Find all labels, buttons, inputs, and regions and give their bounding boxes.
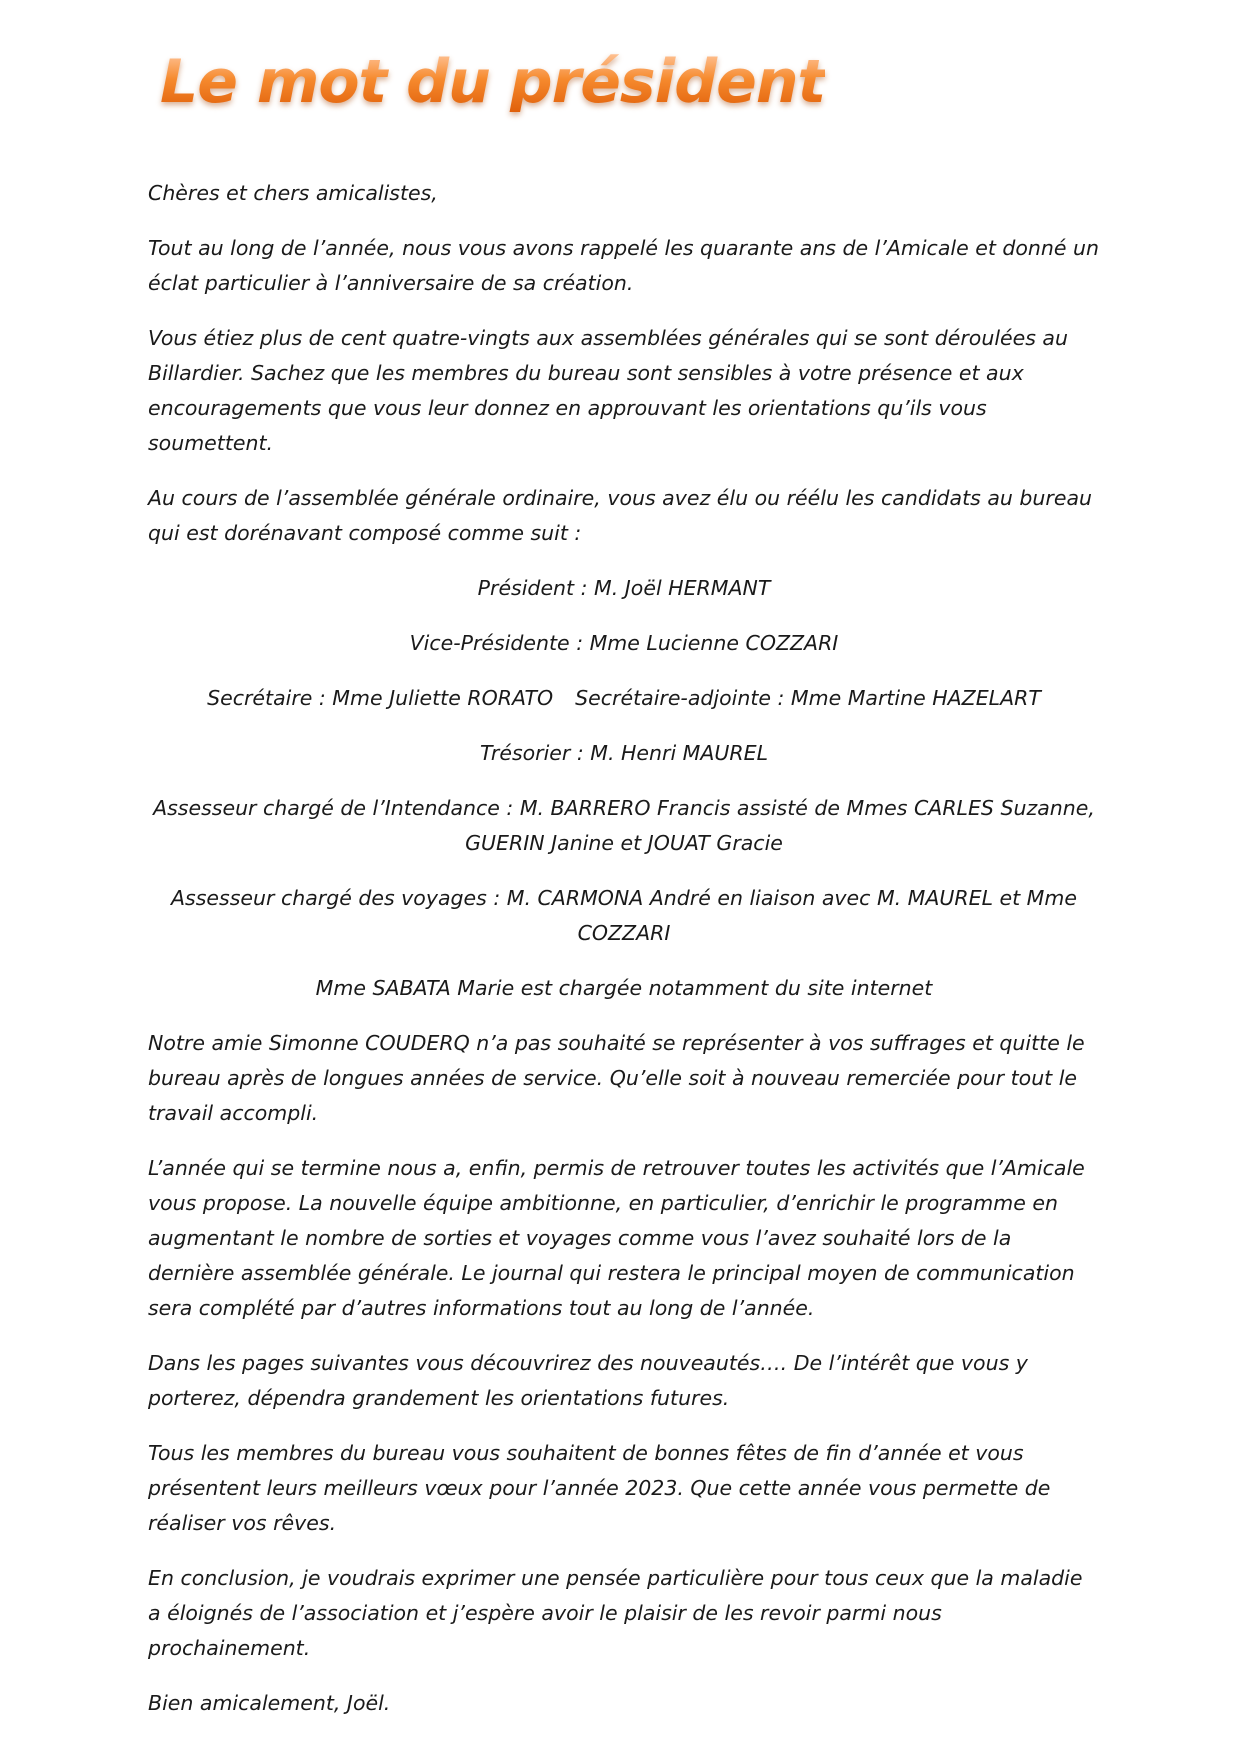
paragraph-anniversary: Tout au long de l’année, nous vous avons rappelé les quarante ans de l’Amicale et donné un éclat particulier à l’anniversaire de sa création. [148, 236, 1100, 295]
bureau-president: Président : M. Joël HERMANT [477, 576, 771, 600]
paragraph-election: Au cours de l’assemblée générale ordinaire, vous avez élu ou réélu les candidats au bureau qui est dorénavant composé comme suit : [148, 486, 1093, 545]
paragraph-farewell: Notre amie Simonne COUDERQ n’a pas souhaité se représenter à vos suffrages et quitte le bureau après de longues années de service. Qu’elle soit à nouveau remerciée pour tout le travail accompli. [148, 1031, 1085, 1125]
paragraph-novelties: Dans les pages suivantes vous découvrirez des nouveautés…. De l’intérêt que vous y porterez, dépendra grandement les orientations futures. [148, 1351, 1028, 1410]
bureau-assessor-supplies: Assesseur chargé de l’Intendance : M. BARRERO Francis assisté de Mmes CARLES Suzanne, GUERIN Janine et JOUAT Gracie [153, 796, 1095, 855]
letter-body [148, 176, 1100, 1741]
paragraph-wishes: Tous les membres du bureau vous souhaitent de bonnes fêtes de fin d’année et vous présentent leurs meilleurs vœux pour l’année 2023. Que cette année vous permette de réaliser vos rêves. [148, 1441, 1051, 1535]
paragraph-activities: L’année qui se termine nous a, enfin, permis de retrouver toutes les activités que l’Amicale vous propose. La nouvelle équipe ambitionne, en particulier, d’enrichir le programme en augmentant le nombre de sorties et voyages comme vous l’avez souhaité lors de la dernière assemblée générale. Le journal qui restera le principal moyen de communication sera complété par d’autres informations tout au long de l’année. [148, 1156, 1085, 1320]
page-title: Le mot du président [160, 47, 826, 117]
bureau-assistant-secretary: Secrétaire-adjointe : Mme Martine HAZELART [575, 686, 1041, 710]
paragraph-assemblies: Vous étiez plus de cent quatre-vingts aux assemblées générales qui se sont déroulées au Billardier. Sachez que les membres du bureau sont sensibles à votre présence et aux encouragements que vous leur donnez en approuvant les orientations qu’ils vous soumettent. [148, 326, 1068, 455]
bureau-website: Mme SABATA Marie est chargée notamment du site internet [315, 976, 933, 1000]
paragraph-conclusion: En conclusion, je voudrais exprimer une pensée particulière pour tous ceux que la maladie a éloignés de l’association et j’espère avoir le plaisir de les revoir parmi nous prochainement. [148, 1566, 1083, 1660]
signoff: Bien amicalement, Joël. [148, 1691, 391, 1715]
greeting: Chères et chers amicalistes, [148, 181, 438, 205]
bureau-secretaries [148, 681, 1100, 716]
bureau-treasurer: Trésorier : M. Henri MAUREL [479, 741, 768, 765]
bureau-secretary: Secrétaire : Mme Juliette RORATO [207, 686, 554, 710]
bureau-vice-president: Vice-Présidente : Mme Lucienne COZZARI [409, 631, 839, 655]
bureau-assessor-travel: Assesseur chargé des voyages : M. CARMONA André en liaison avec M. MAUREL et Mme COZZARI [171, 886, 1077, 945]
